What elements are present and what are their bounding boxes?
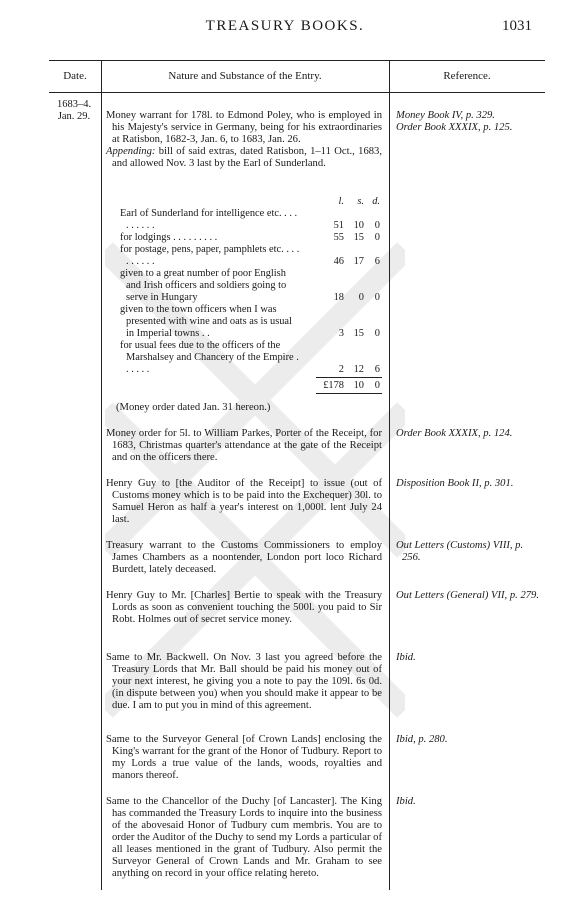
- account-item-l: 55: [333, 232, 344, 243]
- date-year: 1683–4.: [56, 99, 92, 110]
- date-cell: [49, 99, 99, 123]
- account-item-desc: given to the town officers when I was presented with wine and oats as is usual in Imperial towns . .: [120, 304, 292, 339]
- reference-column-rule: [389, 60, 390, 890]
- account-item-l: 2: [338, 364, 344, 375]
- entry-chancellor-letter: Same to the Chancellor of the Duchy [of Lancaster]. The King has commanded the Treasury Lords to inquire into the business of the abovesaid Honor of Tudbury cum membris. You are to order the Auditor of the Duchy to send my Lords a particular of all leases mentioned in the grant of Tudbury. Also permit the Surveyor General of Crown Lands and Mr. Graham to see anything on record in your office relating hereto.: [106, 796, 382, 879]
- reference-cell: Ibid.: [396, 652, 416, 663]
- account-total-s: 10: [353, 380, 364, 391]
- table-top-rule: [49, 60, 545, 61]
- reference-cell: [396, 110, 542, 134]
- date-column-header: Date.: [63, 70, 87, 82]
- account-total-d: 0: [374, 380, 380, 391]
- nature-column-header: Nature and Substance of the Entry.: [168, 70, 322, 82]
- reference-cell: Order Book XXXIX, p. 124.: [396, 428, 513, 439]
- entry-parkes-order: Money order for 5l. to William Parkes, Porter of the Receipt, for 1683, Christmas quarter's attendance at the gate of the Receipt and on the officers there.: [106, 428, 382, 463]
- reference-text: Order Book XXXIX, p. 125.: [396, 122, 513, 133]
- account-note: (Money order dated Jan. 31 hereon.): [116, 402, 271, 413]
- account-item-s: 15: [353, 232, 364, 243]
- reference-cell: Ibid.: [396, 796, 416, 807]
- account-item-s: 12: [353, 364, 364, 375]
- account-item-desc: for postage, pens, paper, pamphlets etc. . . . . . . . . .: [120, 244, 300, 267]
- account-header-s: s.: [357, 196, 364, 207]
- account-item-desc: given to a great number of poor English and Irish officers and soldiers going to serve in Hungary: [120, 268, 287, 303]
- entry-poley-warrant: [106, 110, 382, 170]
- appending-text: bill of said extras, dated Ratisbon, 1–11 Oct., 1683, and allowed Nov. 3 last by the Earl of Sunderland.: [112, 146, 382, 169]
- entry-text: Money warrant for 178l. to Edmond Poley, who is employed in his Majesty's service in Germany, being for his extraordinaries at Ratisbon, 1682-3, Jan. 6, to 1683, Jan. 26.: [106, 110, 382, 145]
- reference-text: Money Book IV, p. 329.: [396, 110, 495, 121]
- reference-cell: Ibid, p. 280.: [396, 734, 448, 745]
- account-header-l: l.: [338, 196, 344, 207]
- account-item-l: 46: [333, 256, 344, 267]
- account-item-d: 0: [374, 220, 380, 231]
- entry-surveyor-letter: Same to the Surveyor General [of Crown Lands] enclosing the King's warrant for the grant of the Honor of Tudbury. Report to my Lords a true value of the lands, woods, royalties and manors thereof.: [106, 734, 382, 781]
- entry-chambers-warrant: Treasury warrant to the Customs Commissioners to employ James Chambers as a noontender, London port loco Richard Burdett, lately deceased.: [106, 540, 382, 575]
- account-item-d: 0: [374, 232, 380, 243]
- account-item-l: 18: [333, 292, 344, 303]
- account-item-s: 15: [353, 328, 364, 339]
- page-title: TREASURY BOOKS.: [205, 18, 365, 34]
- account-item-desc: Earl of Sunderland for intelligence etc. . . . . . . . . .: [120, 208, 298, 231]
- entry-bertie-letter: Henry Guy to Mr. [Charles] Bertie to speak with the Treasury Lords as soon as convenient touching the 500l. you paid to Sir Robt. Holmes out of secret service money.: [106, 590, 382, 625]
- account-header-d: d.: [372, 196, 380, 207]
- table-header-rule: [49, 92, 545, 93]
- account-item-s: 10: [353, 220, 364, 231]
- account-item-d: 0: [374, 328, 380, 339]
- account-item-s: 17: [353, 256, 364, 267]
- running-head: [0, 18, 570, 38]
- reference-cell: Out Letters (General) VII, p. 279.: [396, 590, 539, 601]
- reference-cell: Out Letters (Customs) VIII, p. 256.: [396, 540, 524, 563]
- appending-label: Appending:: [106, 146, 156, 157]
- account-item-s: 0: [358, 292, 364, 303]
- account-item-d: 6: [374, 364, 380, 375]
- account-item-l: 3: [338, 328, 344, 339]
- reference-cell: Disposition Book II, p. 301.: [396, 478, 514, 489]
- account-item-desc: for lodgings . . . . . . . . .: [120, 232, 218, 243]
- account-item-desc: for usual fees due to the officers of the Marshalsey and Chancery of the Empire . . . . . .: [120, 340, 299, 375]
- entry-heron-interest: Henry Guy to [the Auditor of the Receipt] to issue (out of Customs money which is to be paid into the Exchequer) 30l. to Samuel Heron as half a year's interest on 1,000l. lent July 24 last.: [106, 478, 382, 525]
- entry-backwell-letter: Same to Mr. Backwell. On Nov. 3 last you agreed before the Treasury Lords that Mr. Ball should be paid his money out of your next interest, he giving you a note to pay the 109l. 6s 0d. (in dispute between you) when you should make it appear to be due. I am to put you in mind of this agreement.: [106, 652, 382, 711]
- account-item-l: 51: [333, 220, 344, 231]
- date-column-rule: [101, 60, 102, 890]
- account-item-d: 6: [374, 256, 380, 267]
- page-number: 1031: [502, 18, 532, 34]
- account-total-l: £178: [323, 380, 344, 391]
- account-item-d: 0: [374, 292, 380, 303]
- date-day: Jan. 29.: [57, 111, 91, 122]
- reference-column-header: Reference.: [443, 70, 491, 82]
